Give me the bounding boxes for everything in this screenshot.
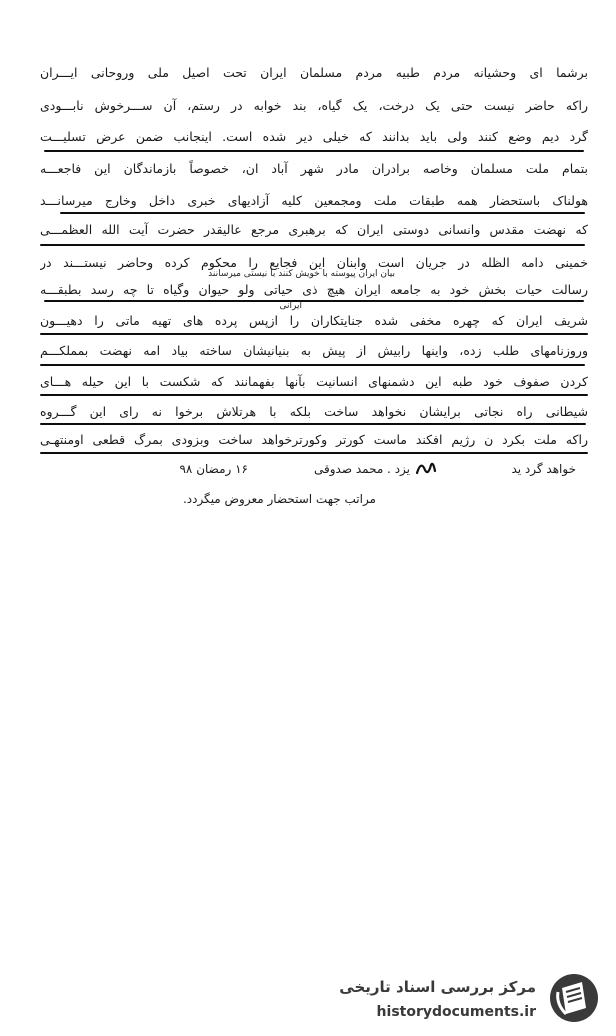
underline-mark: [40, 452, 588, 454]
document-line-4: بتمام ملت مسلمان وخاصه برادران مادر شهر آباد ان، خصوصاً بازماندگان این فاجعـــه: [40, 161, 588, 176]
document-line-3: گرد دیم وضع کنند ولی باید بدانند که خیلی دیر شده است. اینجانب ضمن عرض تسلیـــت: [40, 129, 588, 144]
watermark-title: مرکز بررسی اسناد تاریخی: [339, 978, 536, 996]
interlinear-note: بیان ایران پیوسته با خویش کنند با نیستی میرسانند: [208, 269, 395, 279]
document-line-13: راکه ملت بکرد ن رژیم افکند ماست کورتر وکورترخواهد ساخت وبزودی بمرگ قطعی اومنتهـی: [40, 432, 588, 447]
underline-mark: [44, 150, 584, 152]
interlinear-note: ایرانی: [279, 301, 302, 311]
postscript-line: مراتب جهت استحضار معروض میگردد.: [182, 492, 376, 506]
underline-mark: [44, 300, 584, 302]
document-line-10: وروزنامهای طلب زده، واینها رابیش از پیش به بنیانیشان ساخته بیاد امه نهضت بمملکـــم: [40, 343, 588, 358]
signature-mark: [414, 458, 438, 478]
underline-mark: [60, 212, 585, 214]
archive-logo-icon: [548, 972, 600, 1024]
underline-mark: [40, 333, 588, 335]
underline-mark: [40, 423, 586, 425]
document-line-12: شیطانی راه نجاتی برایشان نخواهد ساخت بلکه با هرتلاش برخوا نه رای این گـــروه: [40, 404, 588, 419]
document-line-1: برشما ای وحشیانه مردم طبیه مردم مسلمان ایران تحت اصیل ملی وروحانی ایـــران: [40, 65, 588, 80]
watermark-url: historydocuments.ir: [376, 1004, 536, 1020]
document-line-7: خمینی دامه الظله در جریان است وابنان این فجایع را محکوم کرده وحاضر نیستـــند در: [40, 255, 588, 270]
signature-line: یزد . محمد صدوقی: [314, 462, 410, 476]
underline-mark: [40, 364, 585, 366]
signature-date: ۱۶ رمضان ۹۸: [179, 462, 248, 476]
document-line-11: کردن صفوف خود طبه این دشمنهای انسانیت بآنها بفهمانند که شکست با این حیله هـــای: [40, 374, 588, 389]
document-line-5: هولناک باستحضار همه طبقات ملت ومجمعین کلیه آزادیهای خبری داخل وخارج میرسانـــد: [40, 193, 588, 208]
underline-mark: [40, 394, 588, 396]
document-line-6: که نهضت مقدس وانسانی دوستی ایران که برهبری مرجع عالیقدر حضرت آیت الله العظمـــی: [40, 222, 588, 237]
document-line-9: شریف ایران که چهره مخفی شده جنایتکاران را ازپس پرده های تهیه ماتی را دهیـــون: [40, 313, 588, 328]
document-line-14: خواهد گرد ید: [511, 462, 576, 476]
document-line-2: راکه حاضر نیست حتی یک درخت، یک گیاه، بند خوابه در رستم، آن ســـرخوش نابـــودی: [40, 98, 588, 113]
underline-mark: [40, 244, 585, 246]
document-line-8: رسالت حیات بخش خود به جامعه ایران هیچ ذی حیاتی ولو حیوان وگیاه تا چه رسد بطبقـــه: [40, 282, 588, 297]
